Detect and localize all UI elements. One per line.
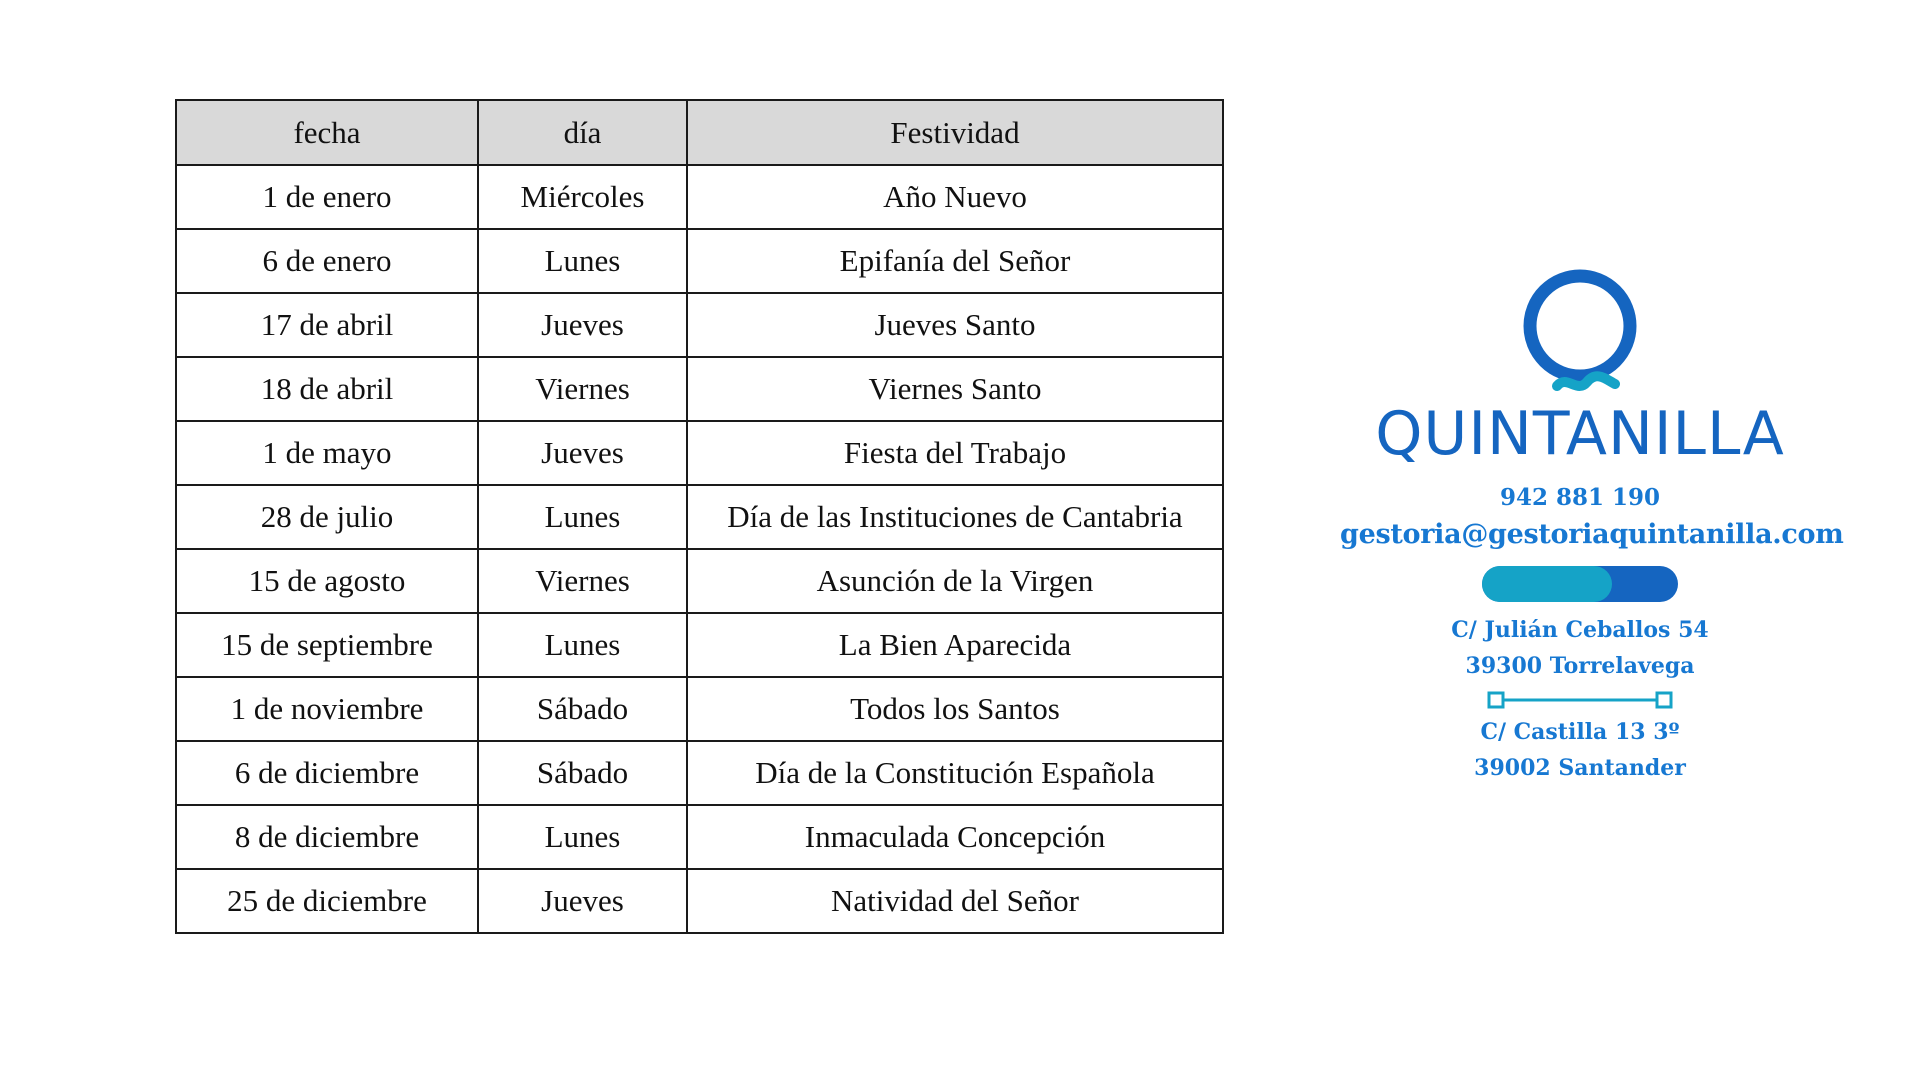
- connector-line-icon: [1486, 690, 1674, 710]
- brand-block: [1340, 268, 1844, 786]
- table-row: [176, 293, 1223, 357]
- table-row: [176, 421, 1223, 485]
- cell-festividad: Viernes Santo: [687, 357, 1223, 421]
- cell-festividad: Epifanía del Señor: [687, 229, 1223, 293]
- header-fecha: fecha: [176, 100, 478, 165]
- cell-fecha: 25 de diciembre: [176, 869, 478, 933]
- cell-dia: Jueves: [478, 869, 687, 933]
- cell-festividad: La Bien Aparecida: [687, 613, 1223, 677]
- cell-dia: Lunes: [478, 229, 687, 293]
- phone-number: 942 881 190: [1499, 484, 1661, 511]
- holiday-table: [175, 99, 1224, 934]
- cell-festividad: Año Nuevo: [687, 165, 1223, 229]
- header-dia: día: [478, 100, 687, 165]
- cell-fecha: 6 de diciembre: [176, 741, 478, 805]
- cell-festividad: Asunción de la Virgen: [687, 549, 1223, 613]
- cell-fecha: 6 de enero: [176, 229, 478, 293]
- table-row: [176, 357, 1223, 421]
- address-2-city: 39002 Santander: [1474, 755, 1686, 781]
- cell-dia: Jueves: [478, 293, 687, 357]
- cell-dia: Lunes: [478, 485, 687, 549]
- cell-fecha: 1 de enero: [176, 165, 478, 229]
- cell-festividad: Día de las Instituciones de Cantabria: [687, 485, 1223, 549]
- table-row: [176, 741, 1223, 805]
- table-row: [176, 165, 1223, 229]
- table-row: [176, 229, 1223, 293]
- address-2: [1340, 714, 1820, 786]
- table-row: [176, 549, 1223, 613]
- address-1-street: C/ Julián Ceballos 54: [1451, 617, 1709, 643]
- brand-name: QUINTANILLA: [1375, 399, 1785, 469]
- cell-fecha: 1 de mayo: [176, 421, 478, 485]
- table-row: [176, 613, 1223, 677]
- q-logo-icon: [1515, 268, 1645, 402]
- table-row: [176, 485, 1223, 549]
- cell-fecha: 15 de septiembre: [176, 613, 478, 677]
- cell-fecha: 8 de diciembre: [176, 805, 478, 869]
- cell-festividad: Fiesta del Trabajo: [687, 421, 1223, 485]
- cell-fecha: 18 de abril: [176, 357, 478, 421]
- table-row: [176, 869, 1223, 933]
- cell-fecha: 17 de abril: [176, 293, 478, 357]
- table-header-row: [176, 100, 1223, 165]
- cell-dia: Viernes: [478, 549, 687, 613]
- cell-festividad: Día de la Constitución Española: [687, 741, 1223, 805]
- cell-dia: Lunes: [478, 805, 687, 869]
- cell-dia: Miércoles: [478, 165, 687, 229]
- table-row: [176, 677, 1223, 741]
- address-1-city: 39300 Torrelavega: [1465, 653, 1695, 679]
- cell-fecha: 15 de agosto: [176, 549, 478, 613]
- address-2-street: C/ Castilla 13 3º: [1480, 719, 1680, 745]
- decorative-pill-bar: [1482, 566, 1678, 602]
- cell-festividad: Todos los Santos: [687, 677, 1223, 741]
- address-1: [1340, 612, 1820, 684]
- cell-dia: Sábado: [478, 677, 687, 741]
- cell-fecha: 28 de julio: [176, 485, 478, 549]
- cell-fecha: 1 de noviembre: [176, 677, 478, 741]
- cell-festividad: Natividad del Señor: [687, 869, 1223, 933]
- cell-festividad: Jueves Santo: [687, 293, 1223, 357]
- email-address: gestoria@gestoriaquintanilla.com: [1340, 519, 1844, 550]
- cell-dia: Sábado: [478, 741, 687, 805]
- table-row: [176, 805, 1223, 869]
- cell-festividad: Inmaculada Concepción: [687, 805, 1223, 869]
- cell-dia: Lunes: [478, 613, 687, 677]
- cell-dia: Viernes: [478, 357, 687, 421]
- cell-dia: Jueves: [478, 421, 687, 485]
- header-festividad: Festividad: [687, 100, 1223, 165]
